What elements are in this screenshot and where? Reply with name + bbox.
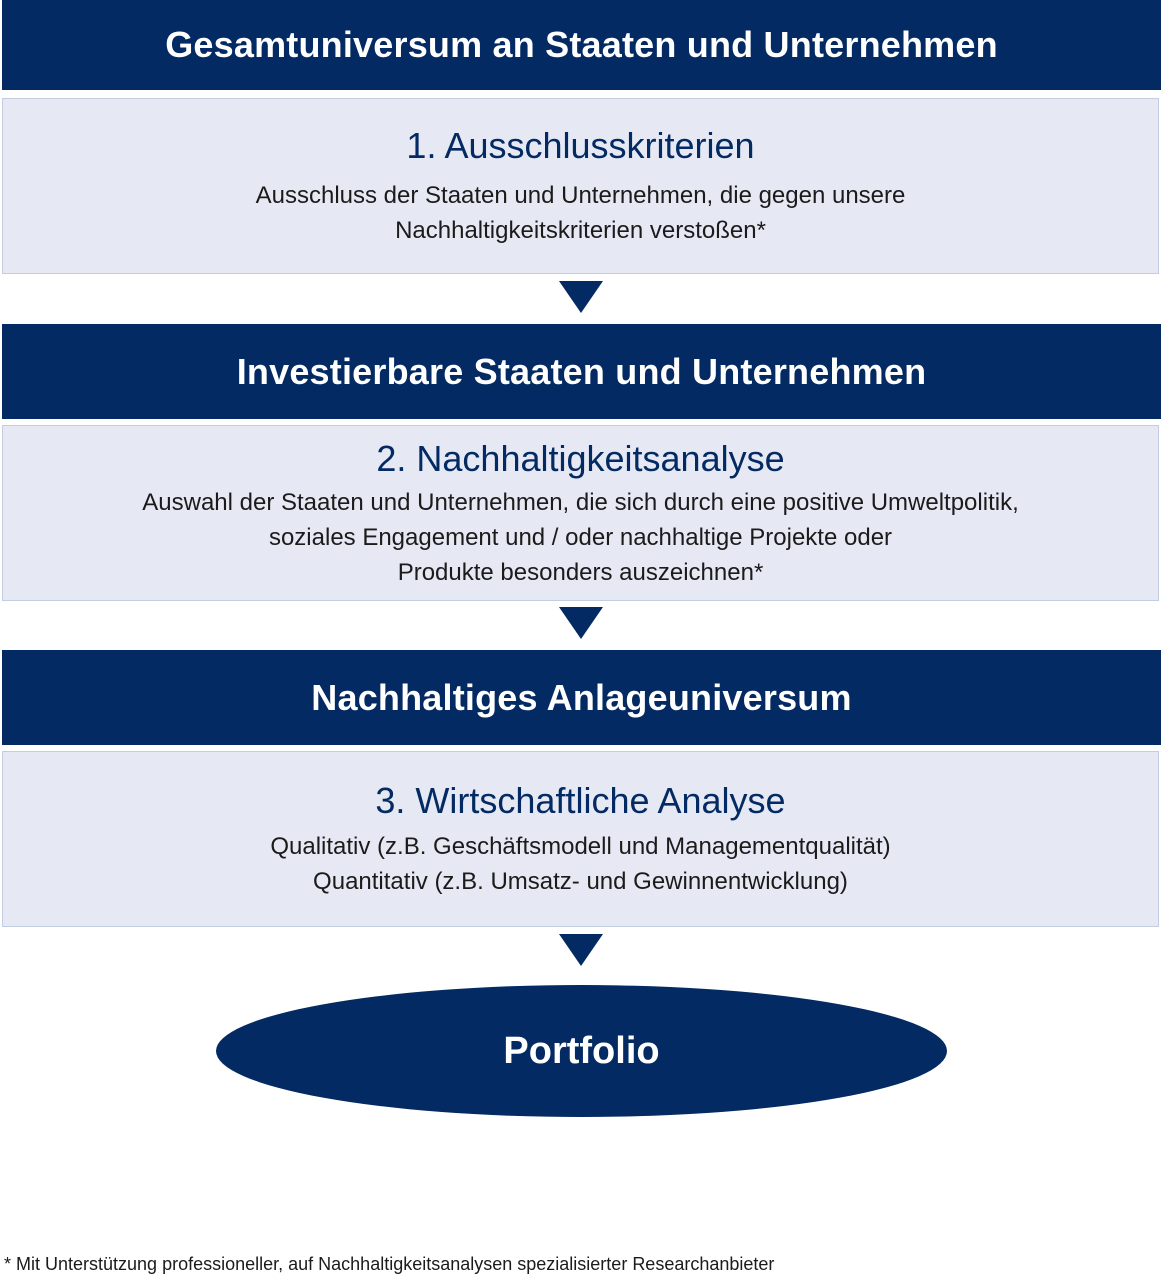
stage-economic-analysis — [2, 751, 1159, 927]
stage-exclusion-criteria — [2, 98, 1159, 274]
stage-description-line: Ausschluss der Staaten und Unternehmen, die gegen unsere — [255, 182, 906, 209]
universe-band-label: Gesamtuniversum an Staaten und Unternehmen — [165, 24, 998, 65]
stage-description-line: Produkte besonders auszeichnen* — [397, 558, 764, 586]
stage-title: 2. Nachhaltigkeitsanalyse — [376, 437, 785, 479]
stage-title: 1. Ausschlusskriterien — [406, 125, 755, 166]
arrow-down-icon — [559, 607, 603, 639]
stage-title: 3. Wirtschaftliche Analyse — [375, 780, 786, 821]
arrow-down-icon — [559, 281, 603, 313]
arrow-down-icon — [559, 934, 603, 966]
universe-band — [2, 0, 1161, 90]
stage-description-line: Auswahl der Staaten und Unternehmen, die sich durch eine positive Umweltpolitik, — [142, 488, 1019, 516]
stage-description-line: Nachhaltigkeitskriterien verstoßen* — [395, 217, 766, 244]
portfolio-label: Portfolio — [503, 1029, 660, 1072]
sustainable-universe-band — [2, 650, 1161, 745]
portfolio-ellipse — [216, 985, 947, 1117]
stage-description-line: Qualitativ (z.B. Geschäftsmodell und Managementqualität) — [270, 833, 891, 860]
investable-band-label: Investierbare Staaten und Unternehmen — [236, 350, 927, 392]
footnote: * Mit Unterstützung professioneller, auf Nachhaltigkeitsanalysen spezialisierter Researchanbieter — [4, 1254, 775, 1274]
sustainable-universe-band-label: Nachhaltiges Anlageuniversum — [311, 676, 852, 718]
investable-band — [2, 324, 1161, 419]
stage-description-line: soziales Engagement und / oder nachhaltige Projekte oder — [268, 523, 893, 551]
stage-description-line: Quantitativ (z.B. Umsatz- und Gewinnentwicklung) — [313, 868, 848, 895]
stage-sustainability-analysis — [2, 425, 1159, 601]
